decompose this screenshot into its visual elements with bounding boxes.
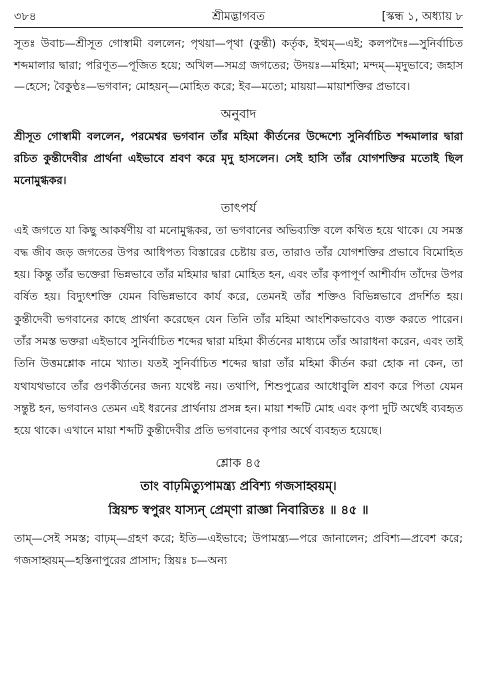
header-divider <box>14 27 463 28</box>
book-title: শ্রীমদ্ভাগবত <box>212 9 265 23</box>
chapter-reference: [স্কন্ধ ১, অধ্যায় ৮ <box>381 9 463 23</box>
verse-line-2: স্ত্রিয়শ্চ স্বপুরং যাস্যন্ প্রেম্ণা রাজ্ঞা নিবারিতঃ ॥ ৪৫ ॥ <box>108 502 369 518</box>
translation-heading: অনুবাদ <box>220 105 257 121</box>
translation-paragraph: শ্রীসূত গোস্বামী বললেন, পরমেশ্বর ভগবান তাঁর মহিমা কীর্তনের উদ্দেশ্যে সুনির্বাচিত শব্দমালার দ্বারা রচিত কুন্তীদেবীর প্রার্থনা এইভাবে শ্রবণ করে মৃদু হাসলেন। সেই হাসি তাঁর যোগশক্তির মতোই ছিল মনোমুগ্ধকর। <box>14 129 463 187</box>
synonyms-paragraph-2: তাম্—সেই সমস্ত; বাঢ়ম্—গ্রহণ করে; ইতি—এইভাবে; উপামন্ত্র্য—পরে জানালেন; প্রবিশ্য—প্রবেশ করে; গজসাহ্বয়ম্—হস্তিনাপুরের প্রাসাদ; স্ত্রিয়ঃ চ—অন্য <box>14 532 463 568</box>
shloka-title: শ্লোক ৪৫ <box>215 455 262 471</box>
purport-paragraph: এই জগতে যা কিছু আকর্ষণীয় বা মনোমুগ্ধকর, তা ভগবানের অভিব্যক্তি বলে কথিত হয়ে থাকে। যে সমস্ত বদ্ধ জীব জড় জগতের উপর আধিপত্য বিস্তারের চেষ্টায় রত, তারাও তাঁর যোগশক্তির প্রভাবে বিমোহিত হয়। কিন্তু তাঁর ভক্তেরা ভিন্নভাবে তাঁর মহিমার দ্বারা মোহিত হন, এবং তাঁর কৃপাপূর্ণ আশীর্বাদ তাঁদের উপর বর্ষিত হয়। বিদ্যুৎশক্তি যেমন বিভিন্নভাবে কার্য করে, তেমনই তাঁর শক্তিও বিভিন্নভাবে প্রদর্শিত হয়। কুন্তীদেবী ভগবানের কাছে প্রার্থনা করেছেন যেন তিনি তাঁর মহিমা আংশিকভাবেও ব্যক্ত করতে পারেন। তাঁর সমস্ত ভক্তরা এইভাবে সুনির্বাচিত শব্দের দ্বারা মহিমা কীর্তনের মাধ্যমে তাঁর আরাধনা করেন, এবং তাই তিনি উত্তমশ্লোক নামে খ্যাত। যতই সুনির্বাচিত শব্দের দ্বারা তাঁর মহিমা কীর্তন করা হোক না কেন, তা যথাযথভাবে তাঁর গুণকীর্তনের জন্য যথেষ্ট নয়। তথাপি, শিশুপুত্রের আধোবুলি শ্রবণ করে পিতা যেমন সন্তুষ্ট হন, ভগবানও তেমন এই ধরনের প্রার্থনায় প্রসন্ন হন। মায়া শব্দটি মোহ এবং কৃপা দুটি অর্থেই ব্যবহৃত হয়ে থাকে। এখানে মায়া শব্দটি কুন্তীদেবীর প্রতি ভগবানের কৃপার অর্থে ব্যবহৃত হয়েছে। <box>14 223 463 438</box>
page-body <box>14 33 463 572</box>
page-header <box>14 6 463 26</box>
synonyms-paragraph: সূতঃ উবাচ—শ্রীসূত গোস্বামী বললেন; পৃথয়া—পৃথা (কুন্তী) কর্তৃক, ইত্থম্—এই; কলপদৈঃ—সুনির্বাচিত শব্দমালার দ্বারা; পরিণূত—পূজিত হয়ে; অখিল—সমগ্র জগতের; উদয়ঃ—মহিমা; মন্দম্—মৃদুভাবে; জহাস—হেসে; বৈকুণ্ঠঃ—ভগবান; মোহয়ন্—মোহিত করে; ইব—মতো; মায়য়া—মায়াশক্তির প্রভাবে। <box>14 37 463 93</box>
purport-heading: তাৎপর্য <box>220 199 257 215</box>
verse-line-1: তাং বাঢ়মিত্যুপামন্ত্র্য প্রবিশ্য গজসাহ্বয়ম্। <box>140 478 337 494</box>
page-number: ৩৮৪ <box>14 9 37 23</box>
